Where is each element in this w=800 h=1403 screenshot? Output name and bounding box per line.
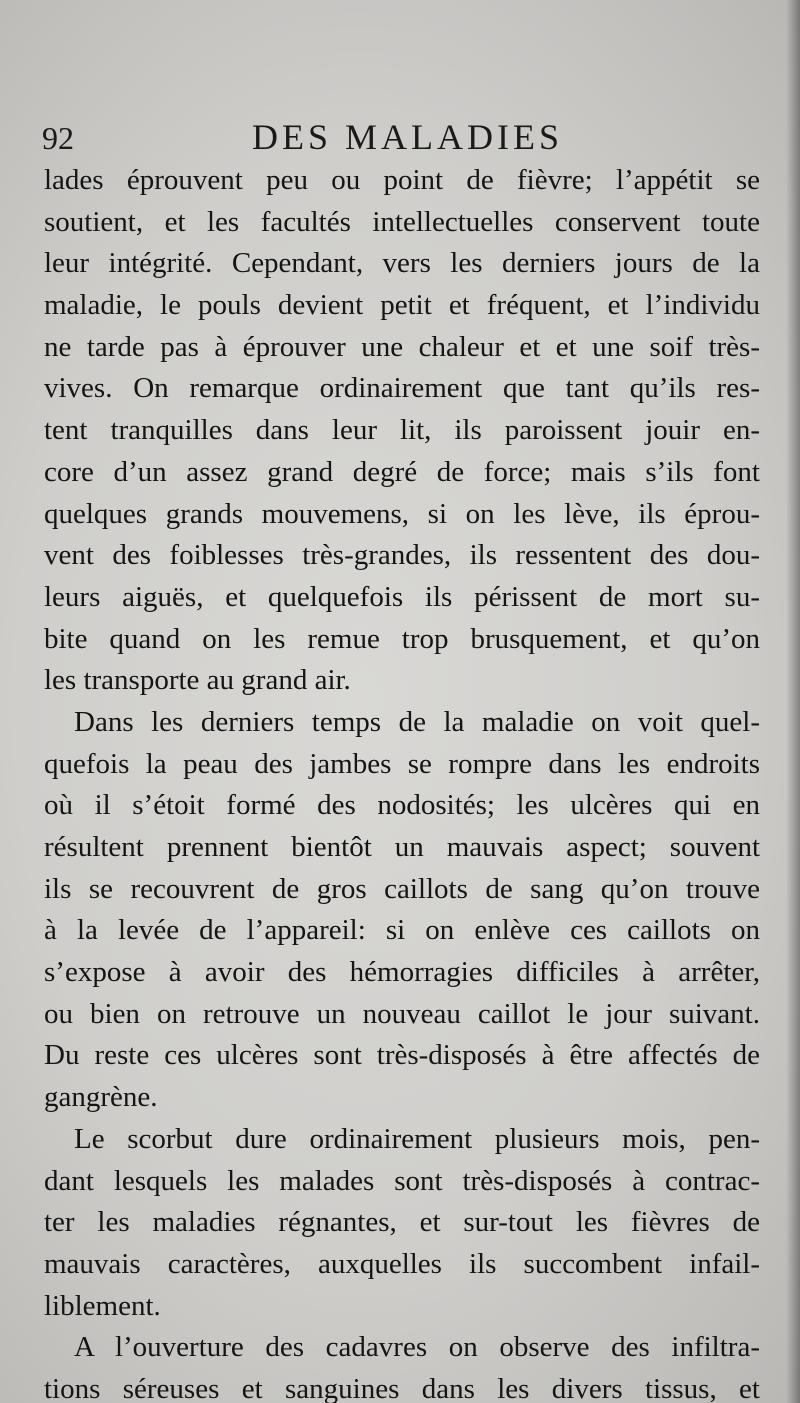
text-line: leur intégrité. Cependant, vers les derniers jours de la	[44, 247, 760, 280]
text-line: les transporte au grand air.	[44, 664, 351, 697]
text-line: s’expose à avoir des hémorragies difficiles à arrêter,	[44, 956, 760, 989]
text-line: où il s’étoit formé des nodosités; les ulcères qui en	[44, 789, 760, 822]
text-line: gangrène.	[44, 1081, 158, 1114]
text-line: leurs aiguës, et quelquefois ils périssent de mort su-	[44, 580, 760, 613]
text-line: A l’ouverture des cadavres on observe des infiltra-	[74, 1331, 760, 1364]
text-line: vent des foiblesses très-grandes, ils ressentent des dou-	[44, 539, 760, 572]
text-line: Le scorbut dure ordinairement plusieurs mois, pen-	[74, 1122, 760, 1155]
text-line: mauvais caractères, auxquelles ils succombent infail-	[44, 1247, 760, 1280]
text-line: maladie, le pouls devient petit et fréquent, et l’individu	[44, 289, 760, 322]
page-number: 92	[42, 120, 74, 156]
text-line: core d’un assez grand degré de force; mais s’ils font	[44, 455, 760, 488]
text-line: bite quand on les remue trop brusquement, et qu’on	[44, 622, 760, 655]
text-line: quelques grands mouvemens, si on les lève, ils éprou-	[44, 497, 760, 530]
text-line: liblement.	[44, 1289, 161, 1322]
text-line: ou bien on retrouve un nouveau caillot le jour suivant.	[44, 997, 760, 1030]
running-title: DES MALADIES	[252, 117, 564, 157]
text-line: soutient, et les facultés intellectuelles conservent toute	[44, 205, 760, 238]
text-line: dant lesquels les malades sont très-disposés à contrac-	[44, 1164, 760, 1197]
text-line: Du reste ces ulcères sont très-disposés à être affectés de	[44, 1039, 760, 1072]
body-text	[44, 160, 760, 1403]
text-line: quefois la peau des jambes se rompre dans les endroits	[44, 747, 760, 780]
text-line: vives. On remarque ordinairement que tant qu’ils res-	[44, 372, 760, 405]
text-line: tions séreuses et sanguines dans les divers tissus, et	[44, 1372, 760, 1403]
text-line: ils se recouvrent de gros caillots de sang qu’on trouve	[44, 872, 760, 905]
text-line: ne tarde pas à éprouver une chaleur et et une soif très-	[44, 330, 760, 363]
running-head	[42, 116, 762, 166]
text-line: à la levée de l’appareil: si on enlève ces caillots on	[44, 914, 760, 947]
text-line: résultent prennent bientôt un mauvais aspect; souvent	[44, 831, 760, 863]
text-line: ter les maladies régnantes, et sur-tout les fièvres de	[44, 1206, 760, 1239]
text-line: lades éprouvent peu ou point de fièvre; l’appétit se	[44, 164, 760, 196]
text-line: Dans les derniers temps de la maladie on voit quel-	[74, 705, 760, 738]
text-line: tent tranquilles dans leur lit, ils paroissent jouir en-	[44, 414, 760, 447]
